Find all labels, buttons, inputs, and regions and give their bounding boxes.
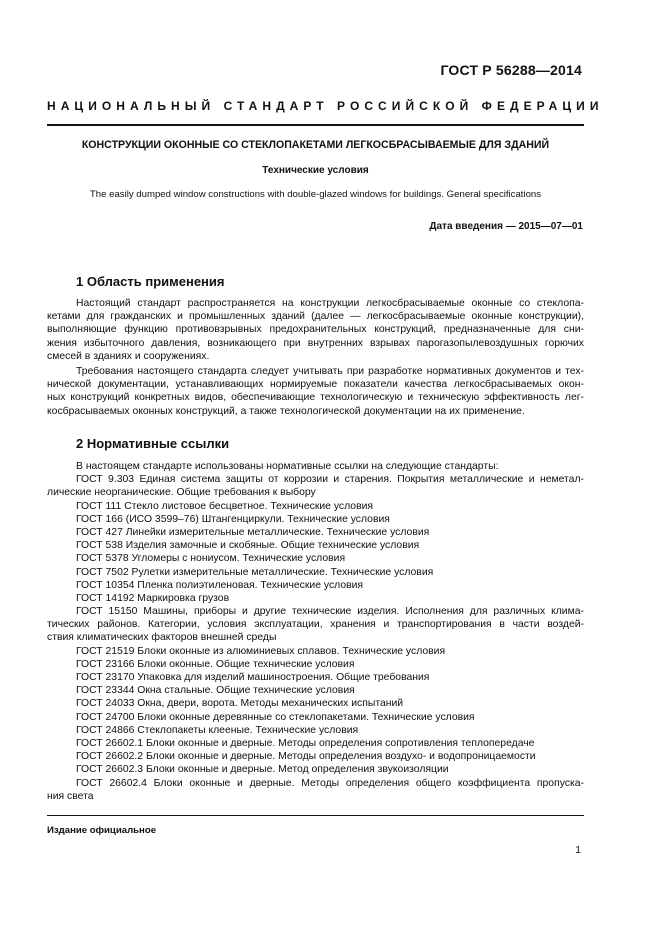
reference-line: ГОСТ 23166 Блоки оконные. Общие технические условия (76, 658, 355, 670)
reference-line: ГОСТ 24033 Окна, двери, ворота. Методы механических испытаний (76, 698, 404, 710)
standard-id: ГОСТ Р 56288—2014 (440, 62, 582, 78)
reference-line: ГОСТ 21519 Блоки оконные из алюминиевых сплавов. Технические условия (76, 645, 446, 657)
reference-line: ГОСТ 427 Линейки измерительные металлические. Технические условия (76, 526, 430, 538)
text-line: смесей в зданиях и сооружениях. (47, 350, 210, 362)
reference-line: ния света (47, 790, 94, 802)
header-rule (47, 124, 584, 126)
reference-line: ГОСТ 7502 Рулетки измерительные металлические. Технические условия (76, 566, 434, 578)
text-line: Требования настоящего стандарта следует учитывать при разработке нормативных документов и тех- (76, 366, 584, 377)
text-line: ных конструкций конкретных видов, обеспечивающие технологическую и техническую эффективность лег- (47, 392, 584, 404)
introduction-date: Дата введения — 2015—07—01 (429, 221, 583, 232)
reference-line: ГОСТ 26602.3 Блоки оконные и дверные. Метод определения звукоизоляции (76, 764, 449, 776)
reference-line: ГОСТ 23344 Окна стальные. Общие технические условия (76, 685, 355, 697)
reference-line: лические неорганические. Общие требования к выбору (47, 487, 316, 499)
reference-line: ГОСТ 24866 Стеклопакеты клееные. Технические условия (76, 724, 359, 736)
reference-line: ГОСТ 9.303 Единая система защиты от коррозии и старения. Покрытия металлические и неметал- (76, 474, 584, 486)
section-1-paragraph-1 (47, 297, 584, 363)
edition-label: Издание официальное (47, 825, 157, 836)
section-1-paragraph-2 (47, 365, 584, 418)
reference-line: ГОСТ 538 Изделия замочные и скобяные. Общие технические условия (76, 540, 420, 552)
document-subtitle: Технические условия (262, 165, 369, 176)
normative-references-list (47, 460, 584, 803)
text-line: выполняющие функцию противовзрывных предохранительных конструкций, предназначенные для сни- (47, 324, 584, 336)
national-standard-title: НАЦИОНАЛЬНЫЙ СТАНДАРТ РОССИЙСКОЙ ФЕДЕРАЦИИ (47, 99, 604, 113)
reference-line: ГОСТ 166 (ИСО 3599–76) Штангенциркули. Технические условия (76, 513, 390, 525)
document-title: КОНСТРУКЦИИ ОКОННЫЕ СО СТЕКЛОПАКЕТАМИ ЛЕГКОСБРАСЫВАЕМЫЕ ДЛЯ ЗДАНИЙ (81, 139, 550, 151)
footer-rule (47, 815, 584, 816)
section-1-heading: 1 Область применения (76, 274, 225, 289)
reference-line: тических районов. Категории, условия эксплуатации, хранения и транспортирования в части воздей- (47, 619, 584, 631)
text-line: кетами для гражданских и промышленных зданий (далее — легкосбрасываемые оконные конструкции), (47, 311, 584, 323)
reference-line: ГОСТ 10354 Пленка полиэтиленовая. Технические условия (76, 579, 364, 591)
text-line: Настоящий стандарт распространяется на конструкции легкосбрасываемые оконные со стеклопа- (76, 298, 584, 309)
reference-line: ГОСТ 14192 Маркировка грузов (76, 592, 230, 604)
text-line: нической документации, устанавливающих нормируемые показатели качества легкосбрасываемых окон- (47, 379, 584, 391)
reference-line: ГОСТ 111 Стекло листовое бесцветное. Технические условия (76, 500, 374, 512)
reference-line: ГОСТ 23170 Упаковка для изделий машиностроения. Общие требования (76, 672, 430, 683)
reference-intro: В настоящем стандарте использованы нормативные ссылки на следующие стандарты: (76, 461, 499, 472)
reference-line: ГОСТ 26602.2 Блоки оконные и дверные. Методы определения воздухо- и водопроницаемости (76, 751, 536, 763)
reference-line: ГОСТ 24700 Блоки оконные деревянные со стеклопакетами. Технические условия (76, 711, 475, 723)
reference-line: ГОСТ 5378 Угломеры с нониусом. Технические условия (76, 553, 346, 565)
page-number: 1 (575, 845, 581, 856)
document-title-english: The easily dumped window constructions with double-glazed windows for buildings. General specifications (89, 189, 542, 200)
reference-line: ГОСТ 26602.1 Блоки оконные и дверные. Методы определения сопротивления теплопередаче (76, 737, 535, 749)
text-line: жения избыточного давления, возникающего при внутренних взрывах парогазопылевоздушных горючих (47, 337, 584, 349)
reference-line: ствия климатических факторов внешней среды (47, 632, 277, 644)
text-line: косбрасываемых оконных конструкций, а также технологической документации на их применение. (47, 405, 525, 417)
section-2-heading: 2 Нормативные ссылки (76, 436, 230, 451)
reference-line: ГОСТ 15150 Машины, приборы и другие технические изделия. Исполнения для различных клима- (76, 606, 584, 618)
reference-line: ГОСТ 26602.4 Блоки оконные и дверные. Методы определения общего коэффициента пропуска- (76, 777, 584, 789)
